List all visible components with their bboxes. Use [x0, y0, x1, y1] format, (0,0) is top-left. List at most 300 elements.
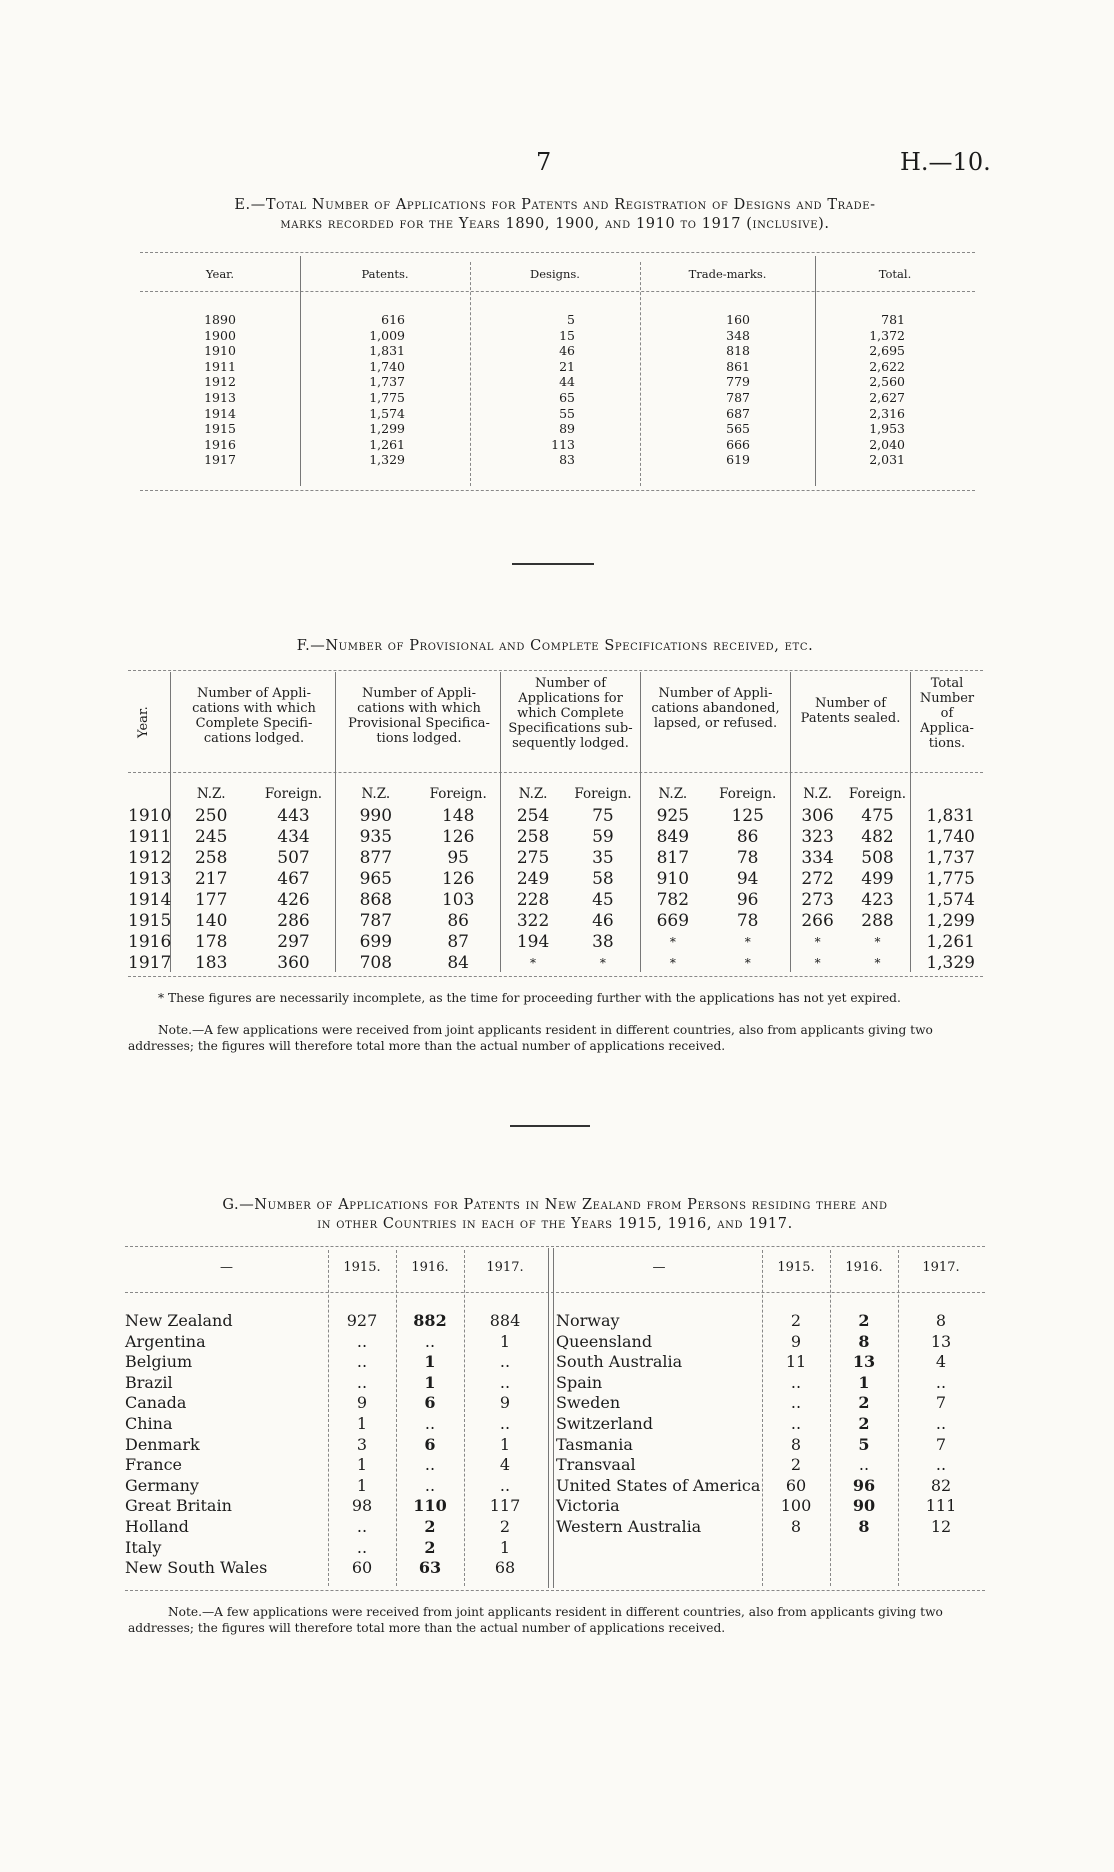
foreign-cell: 286 [277, 911, 310, 931]
year-cell: 1916 [128, 932, 172, 952]
table-g-title-line2: in other Countries in each of the Years 1915, 1916, and 1917. [317, 1216, 793, 1232]
trademarks-cell: 160 [726, 312, 750, 327]
y1917-cell: 13 [930, 1331, 952, 1351]
y1917-cell: 4 [935, 1352, 947, 1372]
y1917-cell: .. [935, 1372, 947, 1392]
total-cell: 2,695 [869, 343, 905, 359]
y1917-cell: 117 [489, 1496, 521, 1516]
designs-cell: 65 [559, 389, 575, 405]
total-cell: 1,372 [869, 327, 905, 343]
country-cell: Denmark [125, 1434, 200, 1454]
table-g-left-dash: — [220, 1260, 233, 1275]
table-row [128, 932, 983, 953]
patents-cell: 1,574 [369, 405, 405, 421]
trademarks-cell: 687 [726, 405, 750, 421]
foreign-cell: 94 [736, 869, 759, 889]
year-cell: 1910 [128, 806, 172, 826]
designs-cell: 44 [559, 374, 575, 390]
table-e-title [130, 196, 980, 234]
total-cell: 781 [881, 312, 905, 327]
foreign-cell: 507 [277, 848, 310, 868]
foreign-cell: 148 [441, 806, 475, 826]
country-cell: France [125, 1455, 183, 1475]
patents-cell: 1,009 [369, 327, 405, 343]
table-row [125, 1373, 546, 1394]
table-row [556, 1332, 984, 1353]
nz-cell: 965 [359, 869, 393, 889]
table-f-header-abandoned: Number of Appli-cations abandoned, lapsed, or refused. [651, 686, 780, 731]
country-cell: South Australia [556, 1352, 683, 1372]
nz-cell: 245 [194, 827, 228, 847]
y1917-cell: 82 [930, 1475, 952, 1495]
foreign-cell: 426 [277, 890, 310, 910]
table-e-title-line2: marks recorded for the Years 1890, 1900, and 1910 to 1917 (inclusive). [280, 216, 830, 232]
y1915-cell: .. [790, 1372, 802, 1392]
country-cell: Belgium [125, 1352, 193, 1372]
table-g-left-year-1917: 1917. [486, 1260, 524, 1275]
subheader-nz: N.Z. [361, 785, 391, 802]
y1915-cell: .. [790, 1413, 802, 1433]
y1915-cell: 11 [785, 1352, 807, 1372]
year-cell: 1913 [204, 389, 236, 405]
total-cell: 1,953 [869, 421, 905, 437]
year-cell: 1910 [204, 343, 236, 359]
foreign-cell: 86 [736, 827, 759, 847]
year-cell: 1915 [204, 421, 236, 437]
nz-cell: 868 [359, 890, 393, 910]
y1916-cell: 96 [852, 1475, 876, 1495]
y1916-cell: 2 [858, 1311, 870, 1330]
table-row [556, 1414, 984, 1435]
y1915-cell: 2 [790, 1455, 802, 1475]
nz-cell: 178 [194, 932, 228, 952]
country-cell: Brazil [125, 1372, 173, 1392]
table-f-header-rule [128, 772, 983, 773]
y1917-cell: 2 [499, 1516, 511, 1536]
trademarks-cell: 666 [726, 436, 750, 452]
y1917-cell: .. [499, 1352, 511, 1372]
patents-cell: 1,299 [369, 421, 405, 437]
country-cell: China [125, 1413, 173, 1433]
country-cell: New Zealand [125, 1311, 233, 1330]
total-cell: 1,329 [926, 953, 975, 973]
foreign-cell: 288 [861, 911, 894, 931]
country-cell: Victoria [556, 1496, 620, 1516]
y1916-cell: 2 [858, 1393, 870, 1413]
country-cell: Argentina [125, 1331, 206, 1351]
foreign-cell: 443 [277, 806, 310, 826]
designs-cell: 46 [559, 343, 575, 359]
patents-cell: 1,831 [369, 343, 405, 359]
nz-cell: 334 [801, 848, 834, 868]
trademarks-cell: 779 [726, 374, 750, 390]
table-row [128, 827, 983, 848]
table-f-bottom-rule [128, 976, 983, 977]
foreign-cell: 96 [736, 890, 759, 910]
trademarks-cell: 565 [726, 421, 750, 437]
nz-cell: 935 [359, 827, 393, 847]
year-cell: 1911 [204, 358, 236, 374]
foreign-cell: 35 [592, 848, 614, 868]
nz-cell: 669 [656, 911, 690, 931]
y1915-cell: .. [356, 1516, 368, 1536]
country-cell: Transvaal [556, 1455, 636, 1475]
table-g-bottom-rule [125, 1590, 985, 1591]
foreign-cell: 467 [277, 869, 310, 889]
y1917-cell: 1 [499, 1537, 511, 1557]
foreign-cell: 38 [592, 932, 614, 952]
table-e-col-patents: Patents. [361, 267, 409, 282]
subheader-blank [910, 782, 983, 806]
foreign-cell: 125 [731, 806, 764, 826]
y1917-cell: 7 [935, 1434, 947, 1454]
year-cell: 1914 [204, 405, 236, 421]
nz-cell: * [669, 935, 676, 949]
nz-cell: * [814, 935, 821, 949]
table-f-title: F.—Number of Provisional and Complete Specifications received, etc. [296, 638, 814, 654]
table-row [125, 1538, 546, 1559]
table-e-col-total: Total. [878, 267, 912, 282]
table-row [128, 806, 983, 827]
y1917-cell: 9 [499, 1393, 511, 1413]
y1916-cell: 2 [424, 1516, 436, 1536]
country-cell: Great Britain [125, 1496, 232, 1516]
foreign-cell: 360 [277, 953, 310, 973]
foreign-cell: * [599, 956, 606, 970]
designs-cell: 113 [551, 436, 575, 452]
patents-cell: 1,740 [369, 358, 405, 374]
table-row [125, 1558, 546, 1579]
foreign-cell: 78 [736, 911, 759, 931]
year-cell: 1915 [128, 911, 172, 931]
nz-cell: 217 [194, 869, 228, 889]
table-f-year-header: Year. [136, 706, 151, 738]
y1915-cell: 8 [790, 1434, 802, 1454]
page-number: 7 [536, 148, 552, 176]
foreign-cell: 126 [441, 827, 475, 847]
y1916-cell: 110 [413, 1496, 447, 1516]
y1915-cell: 1 [356, 1455, 368, 1475]
y1916-cell: 2 [858, 1413, 870, 1433]
y1917-cell: 12 [930, 1516, 952, 1536]
table-g-right [556, 1311, 984, 1538]
foreign-cell: 59 [592, 827, 614, 847]
table-row [140, 452, 975, 468]
table-row [556, 1476, 984, 1497]
country-cell: New South Wales [125, 1558, 268, 1578]
y1915-cell: 9 [790, 1331, 802, 1351]
designs-cell: 83 [559, 452, 575, 468]
total-cell: 1,740 [926, 827, 975, 847]
table-row [128, 953, 983, 974]
year-cell: 1912 [204, 374, 236, 390]
table-g-right-year-1915: 1915. [777, 1260, 815, 1275]
table-g-header-rule [125, 1292, 985, 1293]
foreign-cell: 86 [447, 911, 469, 931]
patents-cell: 1,261 [369, 436, 405, 452]
foreign-cell: 103 [441, 890, 475, 910]
table-g-title [120, 1196, 990, 1234]
nz-cell: 249 [516, 869, 550, 889]
total-cell: 2,560 [869, 374, 905, 390]
y1915-cell: 9 [356, 1393, 368, 1413]
table-row [140, 421, 975, 437]
y1916-cell: .. [424, 1413, 436, 1433]
year-cell: 1913 [128, 869, 172, 889]
foreign-cell: * [744, 956, 751, 970]
nz-cell: 250 [194, 806, 228, 826]
year-cell: 1914 [128, 890, 172, 910]
table-row [125, 1393, 546, 1414]
table-e-col-designs: Designs. [530, 267, 580, 282]
y1916-cell: .. [424, 1475, 436, 1495]
foreign-cell: * [874, 935, 881, 949]
foreign-cell: 87 [447, 932, 469, 952]
country-cell: Holland [125, 1516, 189, 1536]
y1917-cell: 1 [499, 1434, 511, 1454]
y1916-cell: .. [858, 1455, 870, 1475]
table-e-col-year: Year. [205, 267, 235, 282]
table-row [125, 1352, 546, 1373]
nz-cell: 708 [359, 953, 393, 973]
nz-cell: 990 [359, 806, 393, 826]
foreign-cell: 75 [592, 806, 614, 826]
nz-cell: 782 [656, 890, 690, 910]
table-row [128, 848, 983, 869]
y1915-cell: 2 [790, 1311, 802, 1330]
total-cell: 1,775 [926, 869, 975, 889]
country-cell: Norway [556, 1311, 620, 1330]
year-cell: 1916 [204, 436, 236, 452]
country-cell: Tasmania [556, 1434, 633, 1454]
table-f-header-total: Total Number of Applica-tions. [919, 676, 975, 751]
total-cell: 1,737 [926, 848, 975, 868]
table-row [140, 406, 975, 422]
nz-cell: 323 [801, 827, 834, 847]
table-row [556, 1373, 984, 1394]
table-e-title-line1: E.—Total Number of Applications for Patents and Registration of Designs and Trade- [234, 197, 876, 213]
table-e-col-trademarks: Trade-marks. [688, 267, 767, 282]
subheader-foreign: Foreign. [848, 785, 907, 802]
trademarks-cell: 348 [726, 327, 750, 343]
table-g-note: Note.—A few applications were received from joint applicants resident in different countries, also from applicants giving two addresses; the figures will therefore total more than the actual number of applications received. [128, 1605, 943, 1635]
nz-cell: 177 [194, 890, 228, 910]
designs-cell: 55 [559, 405, 575, 421]
subheader-foreign: Foreign. [719, 785, 777, 802]
nz-cell: 877 [359, 848, 393, 868]
country-cell: Western Australia [556, 1516, 702, 1536]
patents-cell: 1,775 [369, 389, 405, 405]
trademarks-cell: 787 [726, 389, 750, 405]
section-separator-2 [510, 1125, 590, 1127]
y1917-cell: .. [499, 1475, 511, 1495]
y1916-cell: 13 [852, 1352, 876, 1372]
subheader-foreign: Foreign. [574, 785, 632, 802]
section-separator [512, 563, 594, 565]
subheader-blank [128, 782, 171, 806]
nz-cell: 273 [801, 890, 834, 910]
country-cell: Queensland [556, 1331, 653, 1351]
year-cell: 1911 [128, 827, 172, 847]
table-f-top-rule [128, 670, 983, 671]
subheader-nz: N.Z. [803, 785, 832, 802]
table-f-header-complete: Number of Appli-cations with which Complete Specifi-cations lodged. [192, 686, 316, 746]
designs-cell: 15 [559, 327, 575, 343]
y1917-cell: 1 [499, 1331, 511, 1351]
table-g-top-rule [125, 1246, 985, 1247]
table-g-right-year-1916: 1916. [845, 1260, 883, 1275]
country-cell: Canada [125, 1393, 187, 1413]
total-cell: 2,316 [869, 405, 905, 421]
table-row [125, 1476, 546, 1497]
y1915-cell: 1 [356, 1475, 368, 1495]
foreign-cell: 58 [592, 869, 614, 889]
year-cell: 1912 [128, 848, 172, 868]
foreign-cell: 499 [861, 869, 894, 889]
patents-cell: 1,737 [369, 374, 405, 390]
foreign-cell: 434 [277, 827, 310, 847]
y1917-cell: 68 [494, 1558, 516, 1578]
table-g-left-year-1916: 1916. [411, 1260, 449, 1275]
table-e [140, 262, 975, 468]
table-f-footnote: * These figures are necessarily incomplete, as the time for proceeding further with the applications has not yet expired. [158, 991, 901, 1005]
y1915-cell: .. [790, 1393, 802, 1413]
y1915-cell: .. [356, 1331, 368, 1351]
y1915-cell: 8 [790, 1516, 802, 1536]
total-cell: 1,831 [926, 806, 975, 826]
nz-cell: 194 [516, 932, 550, 952]
total-cell: 1,299 [926, 911, 975, 931]
y1917-cell: 884 [489, 1311, 521, 1330]
y1915-cell: .. [356, 1372, 368, 1392]
y1916-cell: 1 [424, 1372, 436, 1392]
year-cell: 1890 [204, 312, 236, 327]
total-cell: 1,574 [926, 890, 975, 910]
table-row [128, 869, 983, 890]
patents-cell: 1,329 [369, 452, 405, 468]
foreign-cell: 423 [861, 890, 894, 910]
table-row [125, 1455, 546, 1476]
table-e-bottom-rule [140, 490, 975, 491]
country-cell: Spain [556, 1372, 603, 1392]
designs-cell: 5 [567, 312, 575, 327]
y1916-cell: .. [424, 1455, 436, 1475]
y1917-cell: 111 [925, 1496, 957, 1516]
table-row [125, 1332, 546, 1353]
subheader-nz: N.Z. [196, 785, 226, 802]
foreign-cell: * [744, 935, 751, 949]
y1917-cell: .. [499, 1413, 511, 1433]
table-e-top-rule [140, 252, 975, 253]
y1916-cell: 6 [424, 1393, 436, 1413]
y1917-cell: .. [935, 1455, 947, 1475]
country-cell: Germany [125, 1475, 199, 1495]
y1915-cell: .. [356, 1352, 368, 1372]
table-row [128, 890, 983, 911]
subheader-foreign: Foreign. [429, 785, 487, 802]
foreign-cell: * [874, 956, 881, 970]
table-g-title-line1: G.—Number of Applications for Patents in New Zealand from Persons residing there and [222, 1197, 888, 1213]
table-g-left [125, 1311, 546, 1579]
table-row [125, 1496, 546, 1517]
nz-cell: 272 [801, 869, 834, 889]
table-row [556, 1393, 984, 1414]
table-row [140, 390, 975, 406]
y1915-cell: 60 [785, 1475, 807, 1495]
foreign-cell: 508 [861, 848, 894, 868]
table-row [125, 1435, 546, 1456]
table-f-note: Note.—A few applications were received from joint applicants resident in different countries, also from applicants giving two addresses; the figures will therefore total more than the actual number of applications received. [128, 1023, 933, 1053]
subheader-foreign: Foreign. [264, 785, 323, 802]
patents-cell: 616 [381, 312, 405, 327]
y1917-cell: 7 [935, 1393, 947, 1413]
foreign-cell: 46 [592, 911, 614, 931]
y1916-cell: .. [424, 1331, 436, 1351]
nz-cell: 258 [194, 848, 228, 868]
subheader-nz: N.Z. [518, 785, 548, 802]
nz-cell: * [530, 956, 537, 970]
y1917-cell: 4 [499, 1455, 511, 1475]
table-row [140, 343, 975, 359]
foreign-cell: 126 [441, 869, 475, 889]
foreign-cell: 84 [447, 953, 469, 973]
table-g-left-year-1915: 1915. [343, 1260, 381, 1275]
year-cell: 1917 [204, 452, 236, 468]
nz-cell: 787 [359, 911, 393, 931]
year-cell: 1900 [204, 327, 236, 343]
nz-cell: 817 [656, 848, 690, 868]
y1915-cell: 98 [351, 1496, 373, 1516]
country-cell: Sweden [556, 1393, 621, 1413]
table-row [556, 1496, 984, 1517]
y1917-cell: .. [935, 1413, 947, 1433]
nz-cell: 258 [516, 827, 550, 847]
y1916-cell: 1 [424, 1352, 436, 1372]
table-row [556, 1435, 984, 1456]
foreign-cell: 95 [447, 848, 469, 868]
nz-cell: 275 [516, 848, 550, 868]
total-cell: 2,031 [869, 452, 905, 468]
nz-cell: 849 [656, 827, 690, 847]
nz-cell: * [669, 956, 676, 970]
total-cell: 2,622 [869, 358, 905, 374]
foreign-cell: 297 [277, 932, 310, 952]
table-row [125, 1311, 546, 1332]
nz-cell: 322 [516, 911, 550, 931]
table-f-header-subsequent: Number of Applications for which Complete Specifications sub-sequently lodged. [508, 676, 633, 751]
nz-cell: 228 [516, 890, 550, 910]
trademarks-cell: 619 [726, 452, 750, 468]
y1915-cell: 1 [356, 1413, 368, 1433]
table-row [556, 1517, 984, 1538]
table-row [125, 1414, 546, 1435]
table-row [140, 374, 975, 390]
table-f [128, 782, 983, 974]
y1916-cell: 2 [424, 1537, 436, 1557]
trademarks-cell: 818 [726, 343, 750, 359]
table-g-right-year-1917: 1917. [922, 1260, 960, 1275]
y1915-cell: 927 [346, 1311, 378, 1330]
y1916-cell: 8 [858, 1516, 870, 1536]
designs-cell: 89 [559, 421, 575, 437]
y1916-cell: 882 [413, 1311, 447, 1330]
foreign-cell: 482 [861, 827, 894, 847]
table-g-right-dash: — [652, 1260, 666, 1275]
table-row [140, 437, 975, 453]
y1917-cell: 8 [935, 1311, 947, 1330]
y1917-cell: .. [499, 1372, 511, 1392]
table-row [556, 1352, 984, 1373]
